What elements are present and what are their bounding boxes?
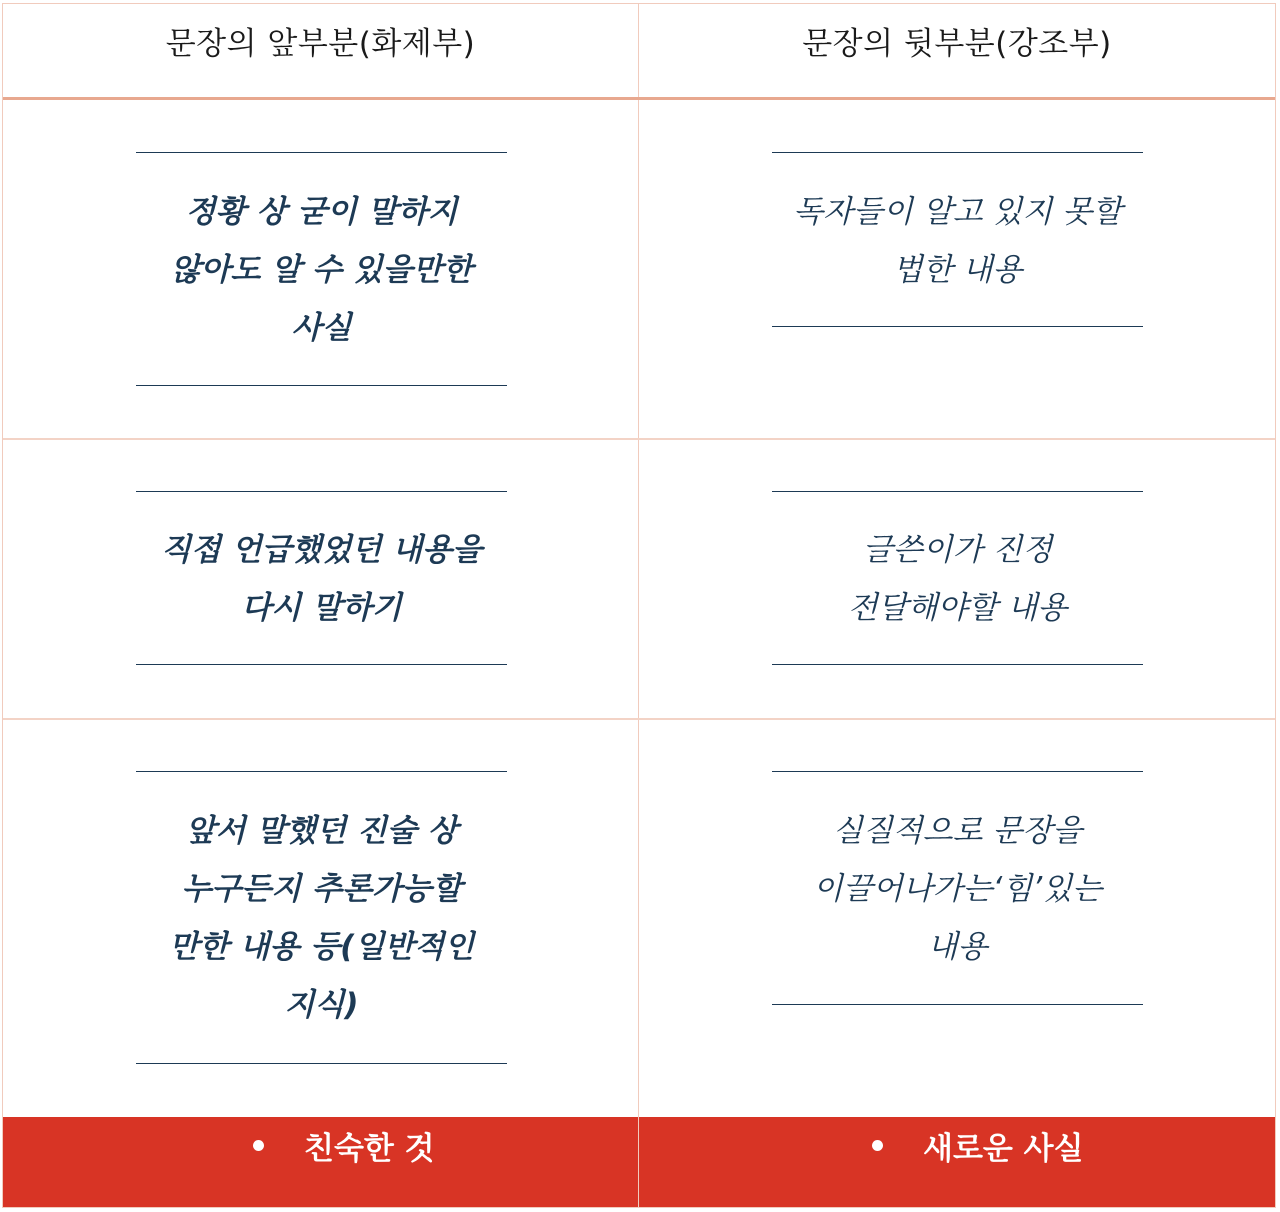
divider-line <box>136 1063 507 1064</box>
comparison-table <box>2 3 1276 1208</box>
footer-right-label: 새로운 사실 <box>923 1131 1084 1167</box>
bullet-icon <box>872 1140 883 1151</box>
text-line: 만한 내용 등(일반적인 <box>168 929 475 965</box>
row1-left-text <box>136 183 507 357</box>
bullet-icon <box>253 1140 264 1151</box>
row3-right-cell <box>639 720 1275 1117</box>
text-line: 앞서 말했던 진술 상 <box>185 813 458 849</box>
divider-line <box>136 771 507 772</box>
row2-right-text <box>772 521 1143 637</box>
table-row <box>3 100 1275 440</box>
divider-line <box>772 152 1143 153</box>
footer-left-item <box>253 1123 435 1168</box>
row2-right-cell <box>639 440 1275 718</box>
row2-left-text <box>136 521 507 637</box>
text-line: 법한 내용 <box>892 252 1023 288</box>
footer-cell-left <box>3 1117 639 1207</box>
header-cell-right <box>639 4 1275 97</box>
row1-left-cell <box>3 100 639 438</box>
row1-right-text <box>772 183 1143 299</box>
text-line: 전달해야할 내용 <box>847 590 1068 626</box>
table-row <box>3 440 1275 720</box>
text-line: 글쓴이가 진정 <box>862 532 1053 568</box>
divider-line <box>772 326 1143 327</box>
row3-right-text <box>772 802 1143 976</box>
header-cell-left <box>3 4 639 97</box>
text-line: 정황 상 굳이 말하지 <box>185 194 458 230</box>
footer-cell-right <box>639 1117 1275 1207</box>
table-footer-row <box>3 1117 1275 1207</box>
divider-line <box>136 385 507 386</box>
text-line: 독자들이 알고 있지 못할 <box>792 194 1123 230</box>
text-line: 실질적으로 문장을 <box>832 813 1083 849</box>
footer-left-label: 친숙한 것 <box>304 1131 435 1167</box>
divider-line <box>772 664 1143 665</box>
divider-line <box>136 152 507 153</box>
row2-left-cell <box>3 440 639 718</box>
header-right-label: 문장의 뒷부분(강조부) <box>802 26 1112 62</box>
text-line: 않아도 알 수 있을만한 <box>170 252 473 288</box>
text-line: 이끌어나가는‘힘’있는 <box>812 871 1103 907</box>
divider-line <box>136 491 507 492</box>
text-line: 사실 <box>291 310 352 346</box>
divider-line <box>772 1004 1143 1005</box>
header-left-label: 문장의 앞부분(화제부) <box>165 26 476 62</box>
row3-left-cell <box>3 720 639 1117</box>
text-line: 누구든지 추론가능할 <box>181 871 462 907</box>
table-row <box>3 720 1275 1117</box>
divider-line <box>136 664 507 665</box>
text-line: 직접 언급했었던 내용을 <box>160 532 483 568</box>
footer-right-item <box>872 1123 1084 1168</box>
row1-right-cell <box>639 100 1275 438</box>
text-line: 지식) <box>284 987 359 1023</box>
text-line: 다시 말하기 <box>241 590 402 626</box>
divider-line <box>772 491 1143 492</box>
row3-left-text <box>136 802 507 1034</box>
divider-line <box>772 771 1143 772</box>
table-header-row <box>3 4 1275 100</box>
text-line: 내용 <box>927 929 988 965</box>
